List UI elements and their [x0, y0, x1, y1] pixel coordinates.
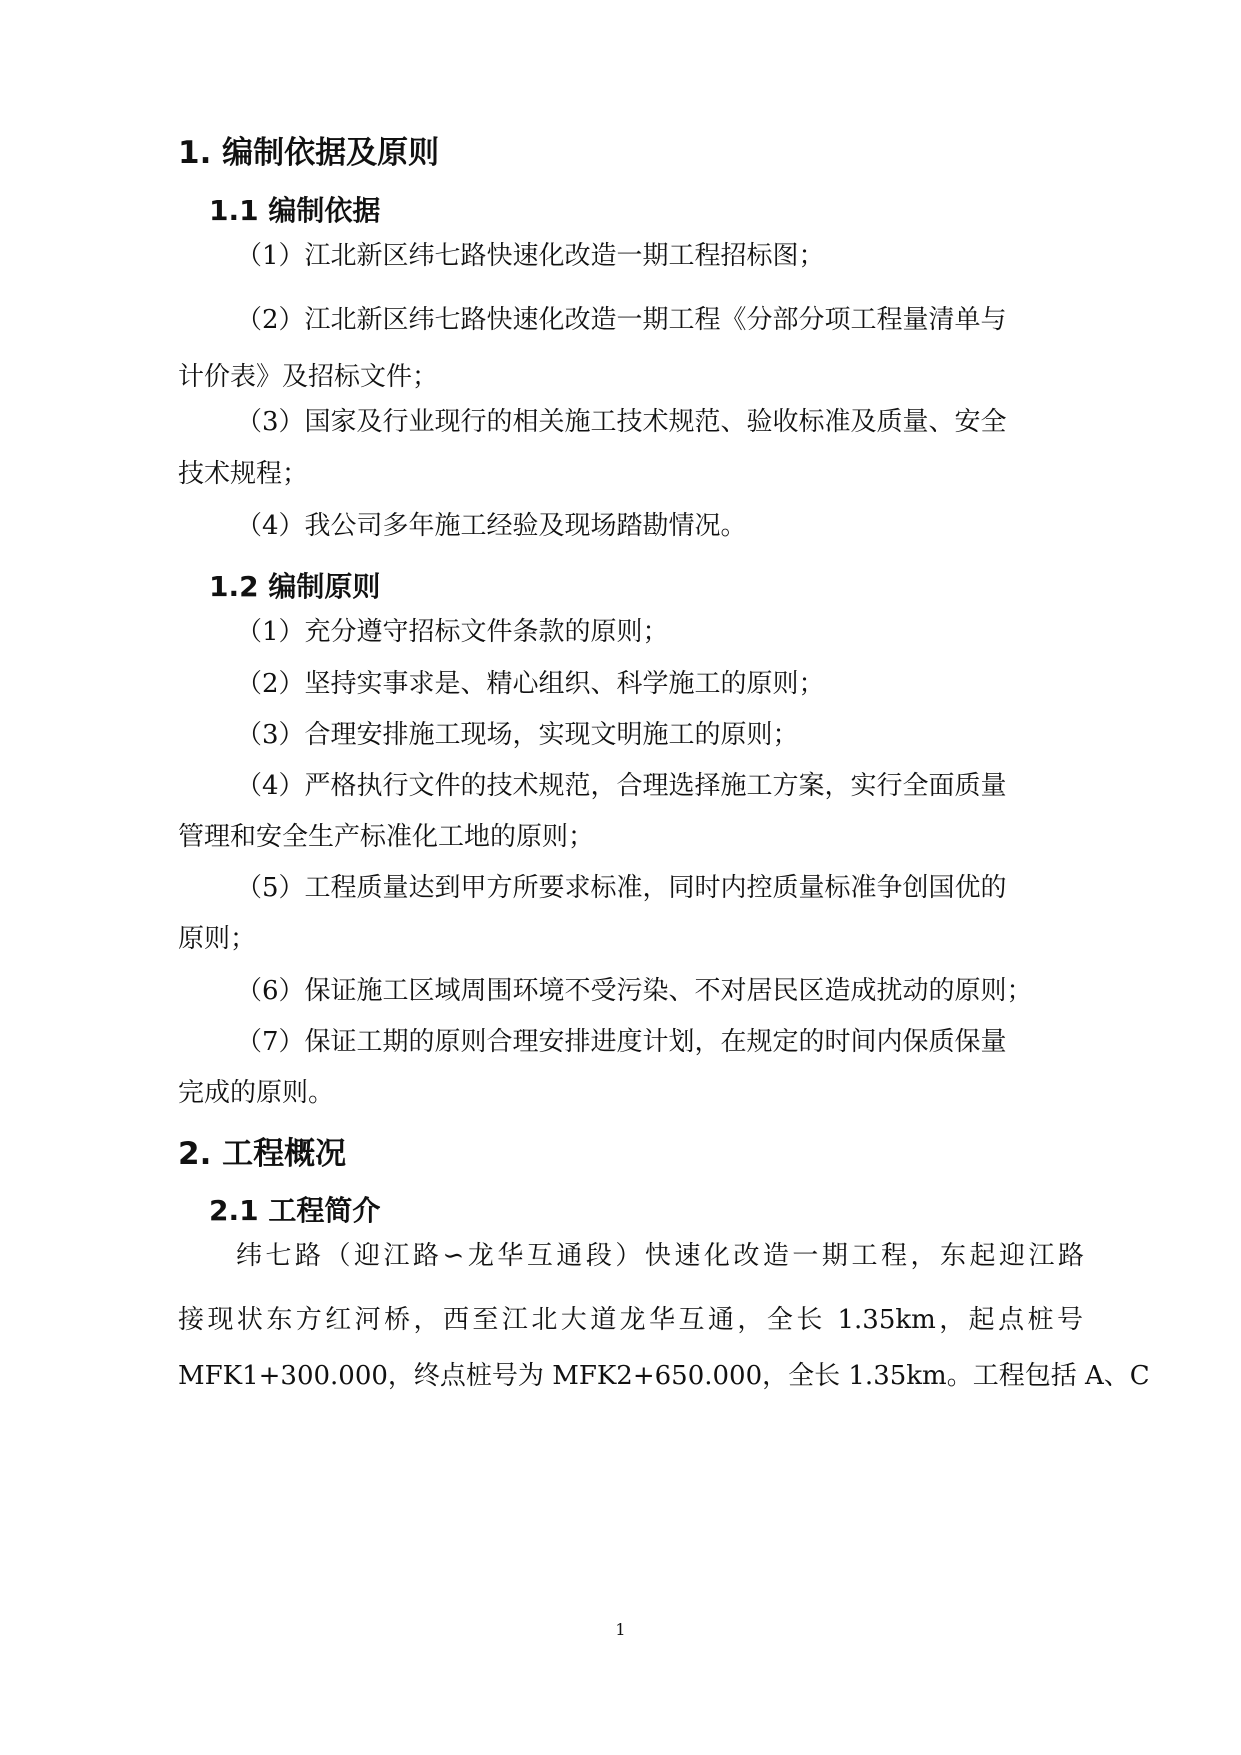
- principle-item-7-line-2: 完成的原则。: [178, 1078, 335, 1108]
- basis-item-4: （4）我公司多年施工经验及现场踏勘情况。: [236, 511, 747, 541]
- principle-item-2: （2）坚持实事求是、精心组织、科学施工的原则；: [236, 669, 825, 699]
- section-1-1-heading: 1.1 编制依据: [209, 194, 381, 227]
- page-number: 1: [615, 1620, 626, 1639]
- principle-item-3: （3）合理安排施工现场，实现文明施工的原则；: [236, 720, 799, 750]
- principle-item-1: （1）充分遵守招标文件条款的原则；: [236, 617, 669, 647]
- principle-item-4-line-2: 管理和安全生产标准化工地的原则；: [178, 822, 595, 852]
- principle-item-6: （6）保证施工区域周围环境不受污染、不对居民区造成扰动的原则；: [236, 976, 1033, 1006]
- principle-item-4-line-1: （4）严格执行文件的技术规范，合理选择施工方案，实行全面质量: [236, 771, 1007, 801]
- section-2-1-heading: 2.1 工程简介: [209, 1194, 381, 1227]
- overview-line-1: 纬七路（迎江路∽龙华互通段）快速化改造一期工程，东起迎江路: [236, 1241, 1084, 1271]
- basis-item-2-line-2: 计价表》及招标文件；: [178, 362, 439, 392]
- basis-item-3-line-1: （3）国家及行业现行的相关施工技术规范、验收标准及质量、安全: [236, 407, 1007, 437]
- section-1-heading: 1. 编制依据及原则: [178, 135, 440, 171]
- basis-item-3-line-2: 技术规程；: [178, 459, 309, 489]
- section-1-2-heading: 1.2 编制原则: [209, 570, 381, 603]
- principle-item-7-line-1: （7）保证工期的原则合理安排进度计划，在规定的时间内保质保量: [236, 1027, 1007, 1057]
- overview-line-2: 接现状东方红河桥，西至江北大道龙华互通，全长 1.35km，起点桩号: [178, 1305, 1083, 1335]
- principle-item-5-line-1: （5）工程质量达到甲方所要求标准，同时内控质量标准争创国优的: [236, 873, 1007, 903]
- principle-item-5-line-2: 原则；: [178, 924, 257, 954]
- overview-line-3: MFK1+300.000，终点桩号为 MFK2+650.000，全长 1.35km。工程包括 A、C: [178, 1361, 1150, 1391]
- basis-item-1: （1）江北新区纬七路快速化改造一期工程招标图；: [236, 241, 825, 271]
- section-2-heading: 2. 工程概况: [178, 1136, 347, 1172]
- basis-item-2-line-1: （2）江北新区纬七路快速化改造一期工程《分部分项工程量清单与: [236, 305, 1007, 335]
